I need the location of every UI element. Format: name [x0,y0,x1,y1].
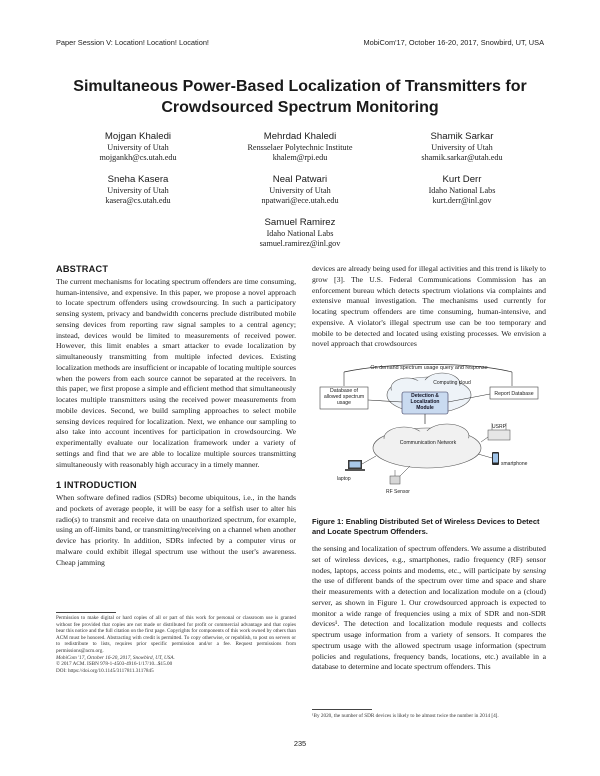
author-affiliation: Rensselaer Polytechnic Institute [247,143,353,152]
author-name: Samuel Ramirez [264,217,336,228]
running-header-right: MobiCom'17, October 16-20, 2017, Snowbird, UT, USA [363,38,544,47]
author-email[interactable]: shamik.sarkar@utah.edu [421,153,503,163]
author-block [220,217,380,250]
right-column-top [312,264,546,350]
author-affiliation: University of Utah [107,143,169,152]
usrp-label: USRP [492,424,506,430]
author-block [382,174,542,207]
query-label: On demand spectrum usage query and response [370,365,488,371]
rf-sensor-label: RF Sensor [386,489,410,495]
title-line-1: Simultaneous Power-Based Localization of Transmitters for [73,78,527,95]
smartphone-link [478,454,492,458]
author-block [382,131,542,164]
running-header-left: Paper Session V: Location! Location! Location! [56,38,209,47]
author-name: Neal Patwari [272,174,328,185]
author-affiliation: University of Utah [431,143,493,152]
intro-text: When software defined radios (SDRs) become ubiquitous, i.e., in the hands and pockets of average people, it will be easy for a selfish user to alter his radio(s) to transmit and receive data on unauthorized spectrum, for example, using an off-limits band, or transmitting/receiving on a channel when another device has priority. In addition, SDRs infected by a computer virus or malware could exhibit illegal spectrum use without the user's awareness. Cheap jamming [56,493,296,567]
right-column-bottom [312,544,546,673]
copyright-line: © 2017 ACM. ISBN 978-1-4503-4916-1/17/10...$15.00 [56,661,173,668]
author-block [220,174,380,207]
author-email[interactable]: npatwari@ece.utah.edu [261,196,339,206]
author-name: Mehrdad Khaledi [263,131,337,142]
right-bottom-post: the use of different bands of the spectrum over time and space and share their measurements with a detection and localization module on a (cloud) server, as shown in Figure 1. Our crowdsourced approach is expected to monitor a wide range of frequencies using a mix of SDR and non-SDR devices¹. The detection and localization module requests and collects spectrum usage information from a variety of sensors. It compares the spectrum usage with the allowed spectrum usage information (spectrum policies and regulations, frequency bands, locations, etc.) available in a database to determine and locate spectrum offenders. This [312,576,546,672]
author-affiliation: Idaho National Labs [428,186,496,195]
intro-heading: 1 INTRODUCTION [56,480,137,491]
left-column [56,264,296,568]
smartphone-label: smartphone [501,461,528,467]
rf-sensor-icon [390,470,400,484]
venue-line: MobiCom '17, October 16-20, 2017, Snowbird, UT, USA. [56,654,175,661]
author-block [58,174,218,207]
smartphone-icon [492,452,499,465]
db-allowed-label: Database of allowed spectrum usage [323,388,365,407]
paper-title [40,76,560,118]
permission-text: Permission to make digital or hard copies of all or part of this work for personal or classroom use is granted without fee provided that copies are not made or distributed for profit or commercial advantage and that copies bear this notice and the full citation on the first page. Copyrights for components of this work owned by others than ACM must be honored. Abstracting with credit is permitted. To copy otherwise, or republish, to post on servers or to redistribute to lists, requires prior specific permission and/or a fee. Request permissions from permissions@acm.org. [56,615,296,654]
report-db-label: Report Database [494,391,534,397]
right-bottom-pre: the sensing and localization of spectrum offenders. We assume a distributed set of wireless devices, e.g., smartphones, radio frequency (RF) sensor nodes, laptops, access points and modems, etc., will participate by [312,544,546,575]
module-label-wrap [403,393,447,413]
rf-sensor-link [400,466,410,476]
author-email[interactable]: kurt.derr@inl.gov [432,196,492,206]
author-email[interactable]: khalem@rpi.edu [272,153,328,163]
figure-1-diagram [312,360,546,510]
footnote-rule [56,612,116,613]
network-label: Communication Network [399,440,457,446]
right-bottom-em: sensing [522,565,546,575]
figure-caption: Figure 1: Enabling Distributed Set of Wireless Devices to Detect and Locate Spectrum Offenders. [312,517,540,536]
footnote-rule-right [312,709,372,710]
laptop-label: laptop [337,476,351,482]
author-email[interactable]: samuel.ramirez@inl.gov [259,239,341,249]
author-block [58,131,218,164]
author-name: Kurt Derr [442,174,482,185]
right-bottom-text [312,544,546,673]
title-line-2: Crowdsourced Spectrum Monitoring [161,99,439,116]
author-name: Sneha Kasera [107,174,169,185]
permission-block [56,615,296,674]
laptop-link [362,456,376,464]
author-name: Mojgan Khaledi [104,131,172,142]
abstract-text: The current mechanisms for locating spectrum offenders are time consuming, human-intensive, and expensive. In this paper, we propose a novel approach to locate spectrum offenders using crowdsourcing. In such a participatory sensing system, privacy and bandwidth concerns preclude distributed mobile sensing devices from reporting raw signal samples to a central agency; instead, devices would be limited to measurements of received power. However, this limit enables a smart attacker to evade localization by simultaneously transmitting from multiple infected devices. Existing localization methods are insufficient or incapable of locating multiple sources when the powers from each source cannot be separated at the receivers. In this paper, we first propose a simple and efficient method that simultaneously locates multiple transmitters using the received power measurements from mobile devices. Second, we build sampling approaches to select mobile sensing devices required for localization. Next, we enhance our sampling to also take into account incentives for participation in crowdsourcing. We experimentally evaluate our localization framework under a variety of settings and find that we are able to localize multiple sources transmitting simultaneously with reasonably high accuracy in a timely manner. [56,276,296,469]
usrp-link [481,437,488,442]
network-label-wrap [398,440,458,456]
author-email[interactable]: kasera@cs.utah.edu [105,196,171,206]
author-block [220,131,380,164]
page-number: 235 [293,739,307,748]
cloud-label: Computing cloud [433,380,471,386]
author-email[interactable]: mojgankh@cs.utah.edu [99,153,177,163]
right-top-text: devices are already being used for illegal activities and this trend is likely to grow [3]. The U.S. Federal Communications Commission has an enforcement bureau which detects spectrum violations via complaints and extensive manual investigation. The mechanisms used currently for locating spectrum offenders are time consuming, human-intensive, and expensive. A violator's illegal spectrum use can be too temporary and mobile to be detected and located using existing processes. We envision a novel approach that crowdsources [312,264,546,349]
footnote-1: ¹By 2020, the number of SDR devices is likely to be almost twice the number in 2014 [4]. [312,713,499,719]
author-affiliation: University of Utah [269,186,331,195]
author-affiliation: Idaho National Labs [266,229,334,238]
author-affiliation: University of Utah [107,186,169,195]
author-name: Shamik Sarkar [430,131,494,142]
doi-link[interactable]: DOI: https://doi.org/10.1145/3117811.3117845 [56,667,154,674]
abstract-heading: ABSTRACT [56,264,109,274]
laptop-icon [345,460,365,471]
db-allowed-label-wrap [321,388,367,408]
module-label: Detection & Localization Module [410,393,440,412]
